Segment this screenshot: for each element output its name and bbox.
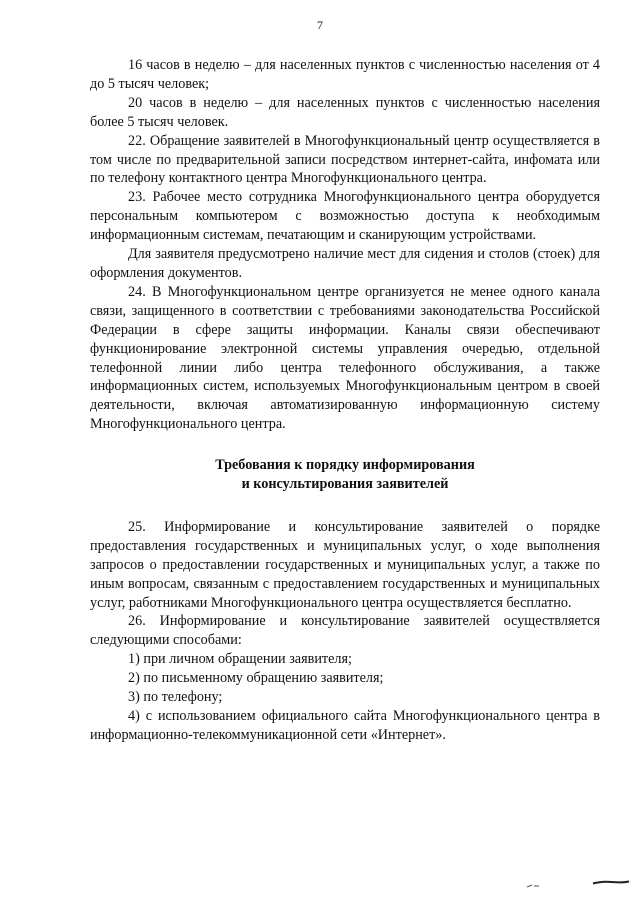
section-heading-line-1: Требования к порядку информирования [215,457,475,474]
page-number: 7 [317,18,323,32]
document-body [90,56,600,745]
section-heading [90,456,600,494]
paragraph-hours-4-5k: 16 часов в неделю – для населенных пунктов с численностью населения от 4 до 5 тысяч человек; [90,57,600,92]
paragraph-22: 22. Обращение заявителей в Многофункциональный центр осуществляется в том числе по предварительной записи посредством интернет-сайта, инфомата или по телефону контактного центра Многофункционального центра. [90,132,600,187]
section-heading-line-2: и консультирования заявителей [241,476,449,493]
paragraph-26: 26. Информирование и консультирование заявителей осуществляется следующими способами: [90,613,600,649]
pen-stroke-icon [592,880,630,885]
paragraph-23: 23. Рабочее место сотрудника Многофункционального центра оборудуется персональным компьютером с возможностью доступа к необходимым информационным системам, печатающим и сканирующим устройствами. [90,189,600,244]
paragraph-25: 25. Информирование и консультирование заявителей о порядке предоставления государственных и муниципальных услуг, о ходе выполнения запросов о предоставлении государственных и муниципальных услуг, а также по иным вопросам, связанным с предоставлением государственных и муниципальных услуг, работниками Многофункционального центра осуществляется бесплатно. [90,518,600,611]
paragraph-hours-5k: 20 часов в неделю – для населенных пунктов с численностью населения более 5 тысяч человек. [90,94,600,130]
list-item-in-person: 1) при личном обращении заявителя; [128,651,352,668]
list-item-website: 4) с использованием официального сайта Многофункционального центра в информационно-телекоммуникационной сети «Интернет». [90,708,600,743]
scan-mark-icon [526,883,540,889]
paragraph-seating: Для заявителя предусмотрено наличие мест для сидения и столов (стоек) для оформления документов. [90,246,600,281]
list-item-phone: 3) по телефону; [128,689,223,706]
paragraph-24: 24. В Многофункциональном центре организуется не менее одного канала связи, защищенного в соответствии с требованиями законодательства Российской Федерации в сфере защиты информации. Каналы связи обеспечивают функционирование электронной системы управления очередью, отдельной телефонной линии либо центра телефонного обслуживания, а также информационных систем, используемых Многофункциональным центром в своей деятельности, включая автоматизированную информационную систему Многофункционального центра. [90,283,600,433]
list-item-written: 2) по письменному обращению заявителя; [128,670,384,687]
